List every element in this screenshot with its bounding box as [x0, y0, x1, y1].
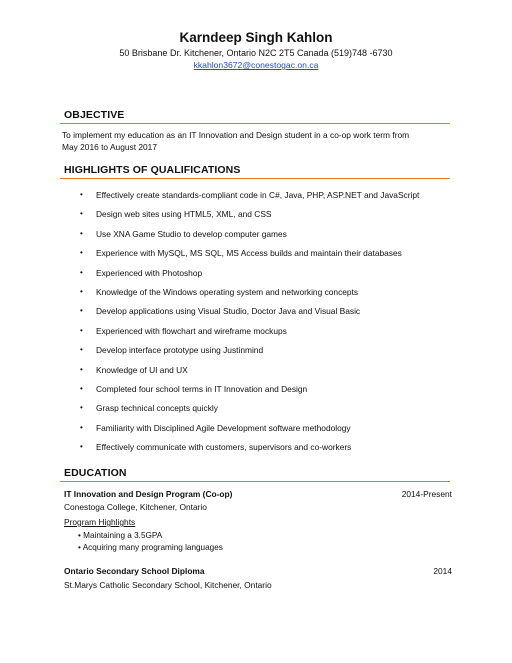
highlights-divider — [60, 178, 450, 179]
contact-email-link[interactable]: kkahlon3672@conestogac.on.ca — [193, 60, 319, 70]
list-item: • Familiarity with Disciplined Agile Development software methodology — [80, 422, 351, 433]
education-diploma-school: St.Marys Catholic Secondary School, Kitchener, Ontario — [64, 580, 272, 590]
bullet-icon: • — [80, 345, 83, 355]
list-item: • Grasp technical concepts quickly — [80, 403, 218, 414]
education-school: Conestoga College, Kitchener, Ontario — [64, 502, 207, 512]
bullet-icon: • — [80, 403, 83, 413]
education-diploma-title: Ontario Secondary School Diploma — [64, 566, 205, 576]
education-diploma-date: 2014 — [433, 566, 452, 576]
bullet-icon: • — [80, 209, 83, 219]
contact-address: 50 Brisbane Dr. Kitchener, Ontario N2C 2T5 Canada (519)748 -6730 — [119, 48, 393, 58]
objective-divider — [60, 123, 450, 124]
list-item: • Experienced with Photoshop — [80, 267, 203, 278]
bullet-icon: • — [80, 306, 83, 316]
objective-line-2: May 2016 to August 2017 — [62, 142, 157, 152]
bullet-icon: • — [80, 384, 83, 393]
program-highlight-item: • Maintaining a 3.5GPA — [78, 531, 163, 540]
list-item: • Knowledge of the Windows operating system and networking concepts — [80, 287, 359, 297]
bullet-icon: • — [80, 190, 83, 199]
list-item: • Develop interface prototype using Justinmind — [80, 345, 264, 356]
objective-heading: OBJECTIVE — [64, 109, 125, 121]
highlights-heading: HIGHLIGHTS OF QUALIFICATIONS — [64, 164, 241, 176]
bullet-icon: • — [80, 248, 83, 258]
objective-line-1: To implement my education as an IT Innovation and Design student in a co-op work term from — [62, 130, 410, 140]
resume-name: Karndeep Singh Kahlon — [179, 30, 333, 45]
list-item: • Use XNA Game Studio to develop computer games — [80, 228, 287, 239]
bullet-icon: • — [80, 228, 83, 238]
bullet-icon: • — [80, 325, 83, 335]
bullet-icon: • — [80, 422, 83, 432]
education-heading: EDUCATION — [64, 467, 127, 479]
program-highlight-item: • Acquiring many programing languages — [78, 543, 223, 552]
list-item: • Completed four school terms in IT Innovation and Design — [80, 384, 308, 394]
list-item: • Effectively communicate with customers, supervisors and co-workers — [80, 442, 352, 453]
bullet-icon: • — [80, 364, 83, 374]
list-item: • Develop applications using Visual Studio, Doctor Java and Visual Basic — [80, 306, 361, 317]
bullet-icon: • — [80, 442, 83, 452]
education-program-title: IT Innovation and Design Program (Co-op) — [64, 489, 233, 499]
list-item: • Experienced with flowchart and wireframe mockups — [80, 325, 287, 336]
education-program-date: 2014-Present — [401, 489, 452, 499]
education-divider — [60, 481, 450, 482]
list-item: • Experience with MySQL, MS SQL, MS Access builds and maintain their databases — [80, 248, 402, 259]
list-item: • Knowledge of UI and UX — [80, 364, 188, 375]
bullet-icon: • — [80, 287, 83, 296]
list-item: • Effectively create standards-compliant code in C#, Java, PHP, ASP.NET and JavaScript — [80, 190, 420, 200]
bullet-icon: • — [80, 267, 83, 277]
list-item: • Design web sites using HTML5, XML, and CSS — [80, 209, 272, 220]
program-highlights-subheading: Program Highlights — [64, 517, 136, 527]
